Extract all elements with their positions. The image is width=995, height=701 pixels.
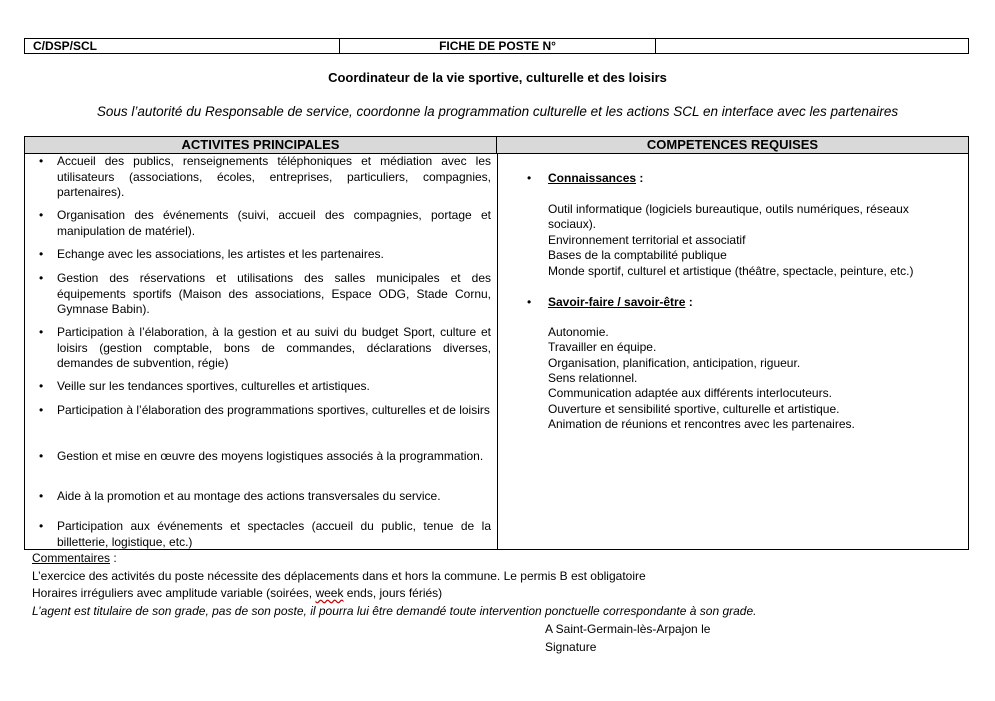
activities-header: ACTIVITES PRINCIPALES	[25, 137, 497, 154]
activity-item: • Gestion et mise en œuvre des moyens logistiques associés à la programmation.	[39, 449, 484, 463]
signature-label: Signature	[545, 640, 597, 654]
knowledge-item: Bases de la comptabilité publique	[548, 248, 727, 262]
skills-item: Animation de réunions et rencontres avec les partenaires.	[548, 417, 855, 431]
activity-item: • Participation aux événements et spectacles (accueil du public, tenue de la billetterie, logistique, etc.)	[39, 519, 491, 549]
skills-item: Travailler en équipe.	[548, 340, 657, 354]
knowledge-item: Environnement territorial et associatif	[548, 233, 746, 247]
job-title: Coordinateur de la vie sportive, culturelle et des loisirs	[328, 70, 667, 85]
comment-line-italic: L’agent est titulaire de son grade, pas de son poste, il pourra lui être demandé toute intervention ponctuelle correspondante à son grade.	[32, 604, 757, 618]
skills-item: Sens relationnel.	[548, 371, 638, 385]
activity-item: • Gestion des réservations et utilisations des salles municipales et des équipements sportifs (Maison des associations, Espace ODG, Stade Cornu, Gymnase Babin).	[39, 271, 491, 316]
comments-heading: Commentaires :	[32, 551, 117, 565]
competences-header: COMPETENCES REQUISES	[497, 137, 968, 154]
knowledge-bullet: •	[527, 171, 532, 185]
skills-heading: Savoir-faire / savoir-être :	[548, 295, 693, 309]
activity-item: • Veille sur les tendances sportives, culturelles et artistiques.	[39, 379, 370, 393]
skills-bullet: •	[527, 295, 532, 309]
skills-item: Organisation, planification, anticipation, rigueur.	[548, 356, 801, 370]
knowledge-item: sociaux).	[548, 217, 597, 231]
knowledge-heading: Connaissances :	[548, 171, 644, 185]
activity-item: • Aide à la promotion et au montage des actions transversales du service.	[39, 489, 441, 503]
column-divider	[497, 154, 498, 549]
comment-line: L’exercice des activités du poste nécessite des déplacements dans et hors la commune. Le permis B est obligatoire	[32, 569, 646, 583]
signature-place: A Saint-Germain-lès-Arpajon le	[545, 622, 711, 636]
skills-item: Autonomie.	[548, 325, 609, 339]
header-fiche-number	[656, 39, 968, 53]
knowledge-item: Monde sportif, culturel et artistique (théâtre, spectacle, peinture, etc.)	[548, 264, 914, 278]
activity-item: • Participation à l’élaboration des programmations sportives, culturelles et de loisirs	[39, 403, 490, 417]
skills-item: Ouverture et sensibilité sportive, culturelle et artistique.	[548, 402, 840, 416]
activity-item: • Accueil des publics, renseignements téléphoniques et médiation avec les utilisateurs (associations, écoles, entreprises, particuliers, compagnies, partenaires).	[39, 154, 491, 199]
comment-line: Horaires irréguliers avec amplitude variable (soirées, week ends, jours fériés)	[32, 586, 443, 600]
activity-item: • Echange avec les associations, les artistes et les partenaires.	[39, 247, 384, 261]
header-fiche-label: FICHE DE POSTE N°	[340, 39, 656, 53]
activities-competences-table	[24, 136, 969, 550]
skills-item: Communication adaptée aux différents interlocuteurs.	[548, 386, 832, 400]
header-table	[24, 38, 969, 54]
job-subtitle: Sous l’autorité du Responsable de service, coordonne la programmation culturelle et les actions SCL en interface avec les partenaires	[96, 104, 899, 119]
activity-item: • Participation à l’élaboration, à la gestion et au suivi du budget Sport, culture et loisirs (gestion comptable, bons de commandes, déclarations diverses, demandes de subvention, régie)	[39, 325, 491, 370]
knowledge-item: Outil informatique (logiciels bureautique, outils numériques, réseaux	[548, 202, 909, 216]
spellcheck-word: week	[315, 586, 344, 600]
activity-item: • Organisation des événements (suivi, accueil des compagnies, portage et manipulation de matériel).	[39, 208, 491, 238]
header-ref: C/DSP/SCL	[25, 39, 340, 53]
